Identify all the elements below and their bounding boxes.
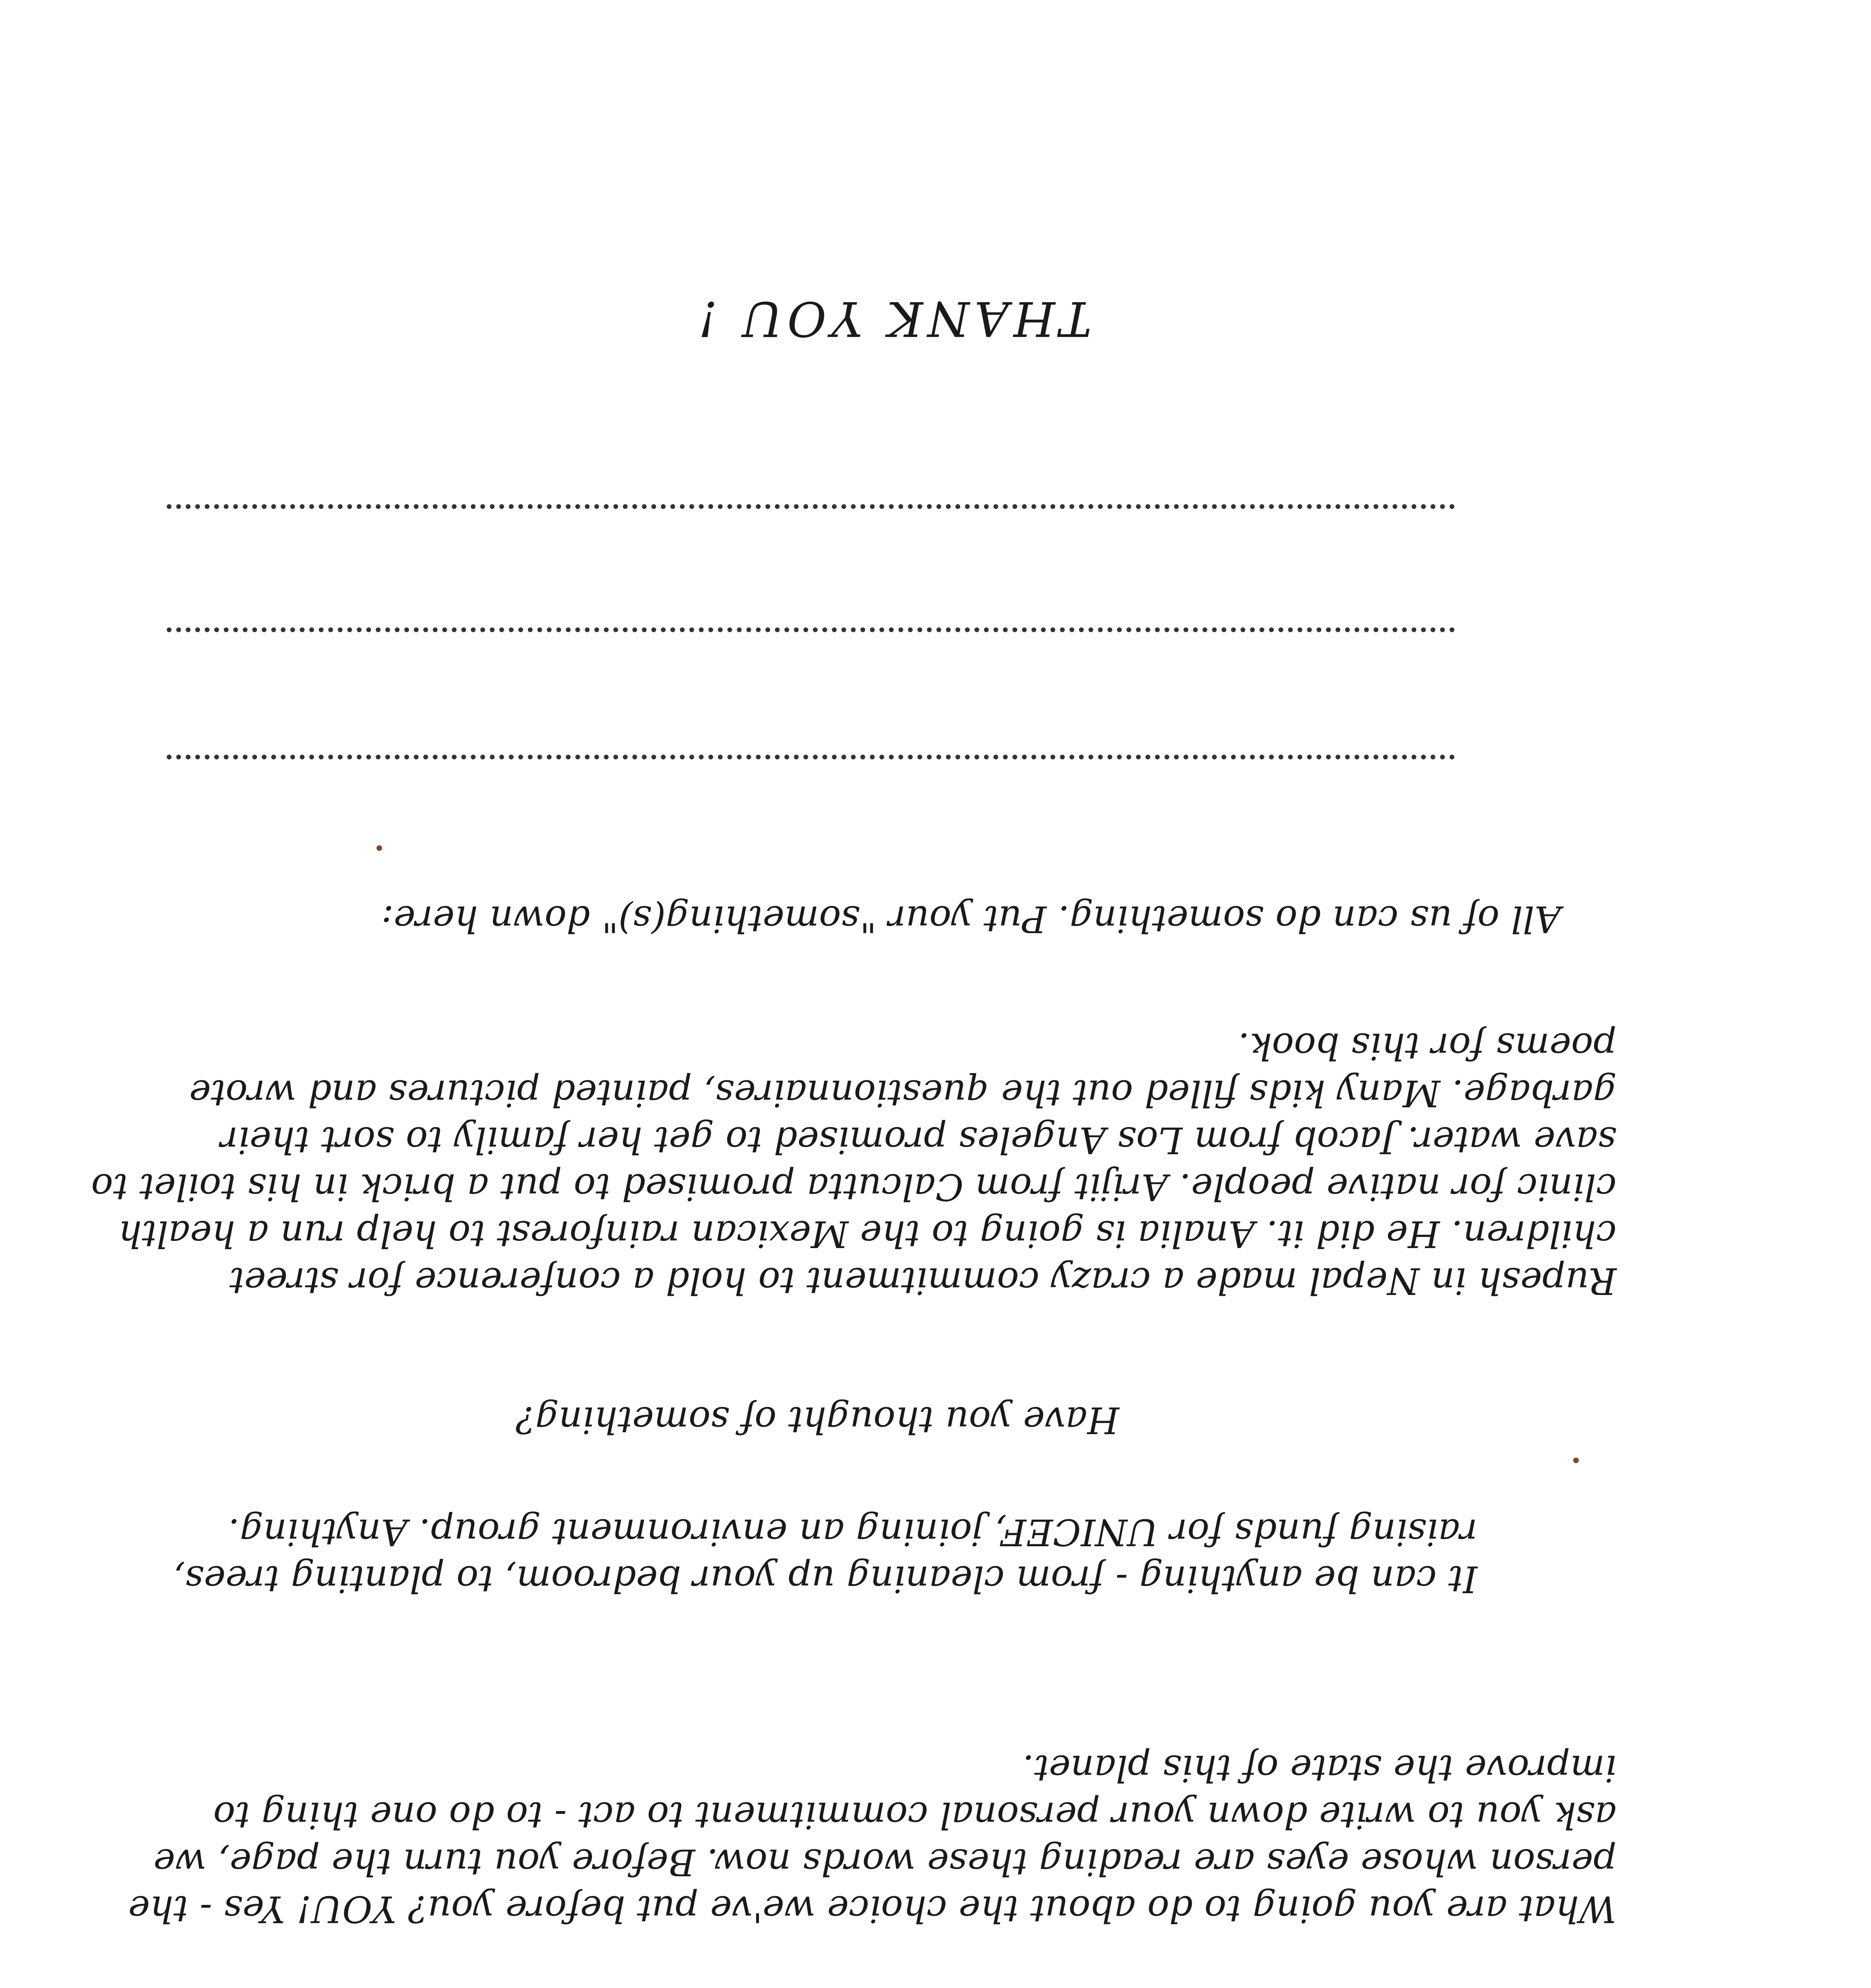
choice-paragraph: What are you going to do about the choice we've put before you? YOU! Yes - the person whose eyes are reading these words now. Before you turn the page, we ask you to write down your personal commitment to act - to do one thing to improve the state of this planet.: [128, 1747, 1617, 1930]
anything-paragraph: It can be anything - from cleaning up your bedroom, to planting trees, raising funds for UNICEF, joining an environment group. Anything.: [173, 1511, 1477, 1600]
commitment-line-1[interactable]: [166, 755, 1454, 759]
commitment-line-3[interactable]: [166, 504, 1454, 509]
commitment-line-2[interactable]: [166, 627, 1454, 632]
paper-speck: [377, 845, 382, 851]
paper-speck: [1573, 1458, 1579, 1463]
all-of-us-line: All of us can do something. Put your "something(s)" down here:: [381, 898, 1561, 940]
examples-paragraph: Rupesh in Nepal made a crazy commitment to hold a conference for street children. He did it. Analia is going to the Mexican rainforest to help run a health clinic for native people. Arijit from Calcutta promised to put a brick in his toilet to save water. Jacob from Los Angeles promised to get her family to sort their garbage. Many kids filled out the questionnaires, painted pictures and wrote poems for this book.: [91, 1025, 1617, 1302]
question-line: Have you thought of something?: [516, 1399, 1119, 1441]
thank-you-text: THANK YOU !: [693, 291, 1092, 346]
